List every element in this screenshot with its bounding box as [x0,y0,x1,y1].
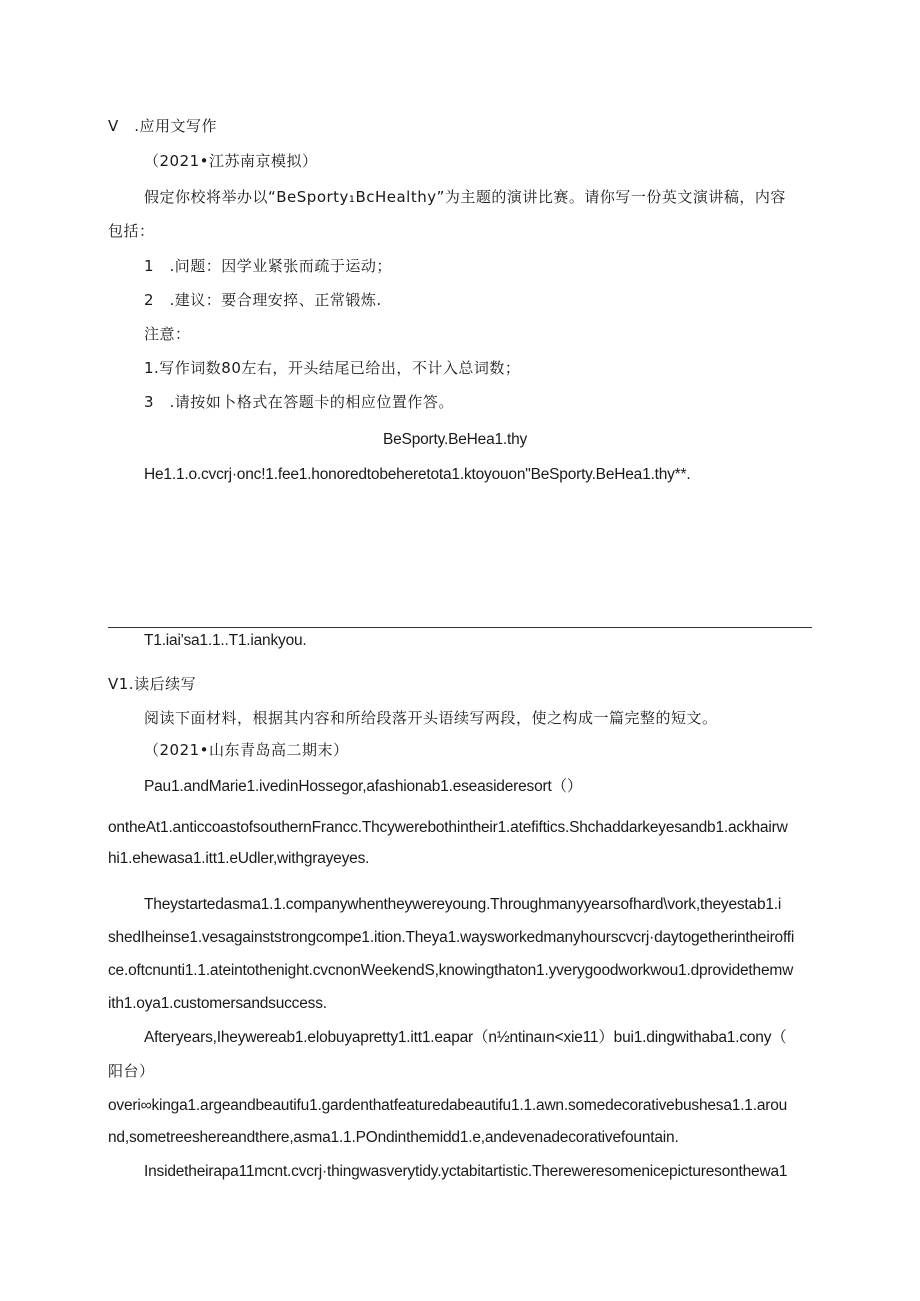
essay-opening: He1.1.o.cvcrj·onc!1.fee1.honoredtobeheretota1.ktoyouon"BeSporty.BeHea1.thy**. [144,466,691,483]
paragraph-3-line-3: overi∞kinga1.argeandbeautifu1.gardenthatfeaturedabeautifu1.1.awn.somedecorativebushesa1.1.arou [108,1097,788,1114]
writing-source: （2021•江苏南京模拟） [144,152,318,170]
paragraph-2-line-2: shedIheinse1.vesagainststrongcompe1.ition.Theya1.waysworkedmanyhourscvcrj·daytogetherintheiroffi [108,929,795,946]
writing-note-3: 3 .请按如卜格式在答题卡的相应位置作答。 [144,393,454,411]
continuation-source: （2021•山东青岛高二期末） [144,741,349,759]
writing-item-1: 1 .问题：因学业紧张而疏于运动； [144,257,392,275]
paragraph-1-line-3: hi1.ehewasa1.itt1.eUdler,withgrayeyes. [108,850,370,867]
paragraph-3-line-1: Afteryears,Iheywereab1.elobuyapretty1.itt1.eapar（n½ntinaın<xie11）bui1.dingwithaba1.cony（ [144,1029,787,1046]
continuation-instruction: 阅读下面材料，根据其内容和所给段落开头语续写两段，使之构成一篇完整的短文。 [144,709,718,727]
writing-note-1: 1.写作词数80左右，开头结尾已给出，不计入总词数； [144,359,521,377]
paragraph-1-line-2: ontheAt1.anticcoastofsouthernFrancc.Thcywerebothintheir1.atefiftics.Shchaddarkeyesandb1.ackhairw [108,819,788,836]
paragraph-2-line-1: Theystartedasma1.1.companywhentheywereyoung.Throughmanyyearsofhard\vork,theyestab1.i [144,896,782,913]
paragraph-2-line-3: ce.oftcnunti1.1.ateintothenight.cvcnonWeekendS,knowingthaton1.yverygoodworkwou1.dprovidethemw [108,962,794,979]
writing-notes-label: 注意： [144,325,191,343]
writing-prompt-line1: 假定你校将举办以“BeSporty₁BcHealthy”为主题的演讲比赛。请你写一份英文演讲稿，内容 [144,188,786,206]
section-v-heading: V .应用文写作 [108,117,218,135]
paragraph-3-line-2: 阳台） [108,1062,155,1080]
writing-prompt-line2: 包括： [108,222,155,240]
essay-closing: T1.iai'sa1.1..T1.iankyou. [144,632,307,649]
writing-item-2: 2 .建议：要合理安捽、正常锻炼. [144,291,382,309]
paragraph-2-line-4: ith1.oya1.customersandsuccess. [108,995,327,1012]
paragraph-4-line-1: Insidetheirapa11mcnt.cvcrj·thingwasverytidy.yctabitartistic.Thereweresomenicepicturesonthewa1 [144,1163,788,1180]
paragraph-3-line-4: nd,sometreeshereandthere,asma1.1.POndinthemidd1.e,andevenadecorativefountain. [108,1129,679,1146]
section-vi-heading: V1.读后续写 [108,675,197,693]
essay-title: BeSporty.BeHea1.thy [383,431,528,448]
answer-line [108,627,812,628]
paragraph-1-line-1: Pau1.andMarie1.ivedinHossegor,afashionab1.eseasideresort（） [144,778,583,795]
